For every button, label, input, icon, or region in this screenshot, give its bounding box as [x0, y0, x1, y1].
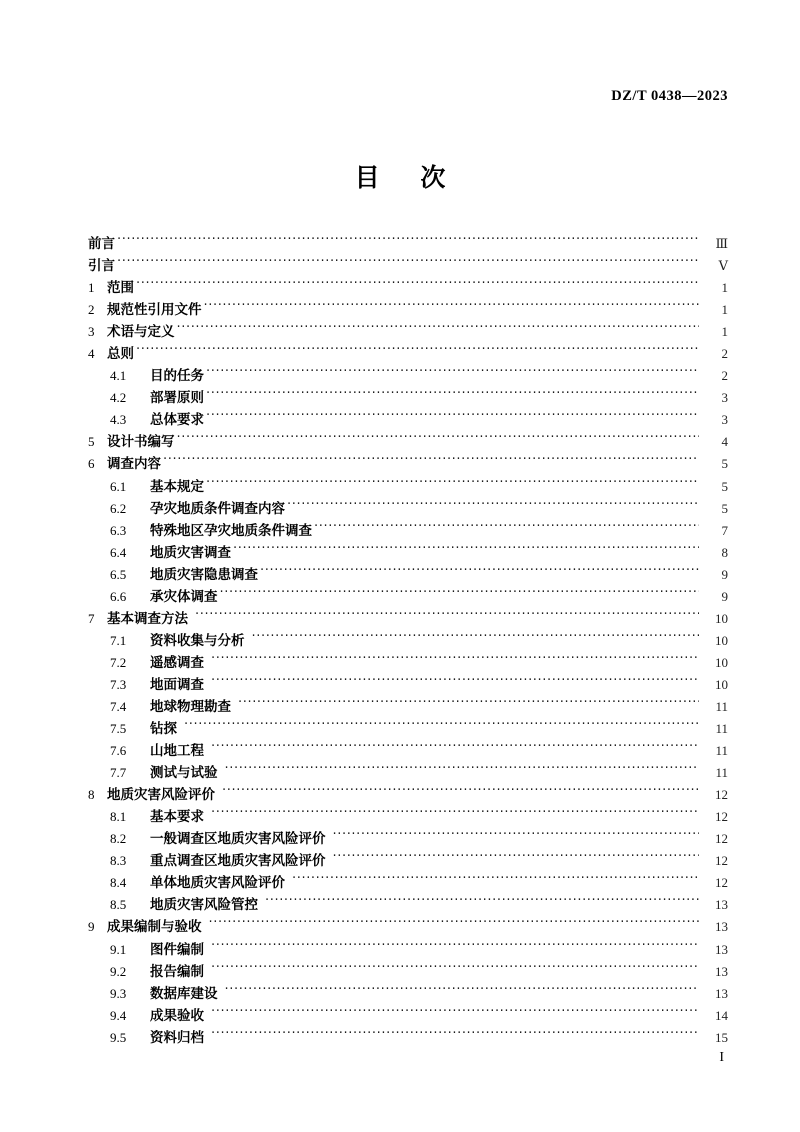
toc-entry[interactable]	[88, 232, 728, 254]
page-title: 目 次	[354, 163, 462, 192]
toc-entry-label: 承灾体调查	[150, 588, 218, 605]
toc-dot-leader	[211, 941, 699, 954]
toc-dot-leader	[211, 742, 699, 755]
toc-entry-label: 钻探	[150, 721, 177, 738]
toc-entry-label: 设计书编写	[107, 434, 175, 451]
toc-entry[interactable]	[88, 717, 728, 739]
toc-entry[interactable]	[88, 739, 728, 761]
toc-entry-page-number: 10	[715, 654, 728, 670]
toc-dot-leader	[206, 367, 699, 380]
toc-entry-label: 地质灾害调查	[150, 544, 231, 561]
toc-entry-number: 7.7	[110, 765, 127, 781]
toc-dot-leader	[265, 896, 699, 909]
toc-entry-label: 图件编制	[150, 941, 204, 958]
toc-entry-label: 资料归档	[150, 1029, 204, 1046]
toc-entry[interactable]	[88, 541, 728, 563]
toc-entry-page-number: 11	[715, 765, 728, 781]
toc-entry-label: 地质灾害隐患调查	[150, 566, 258, 583]
toc-entry-number: 8.3	[110, 853, 127, 869]
toc-entry-page-number: 1	[721, 302, 728, 318]
toc-entry-page-number: 11	[715, 721, 728, 737]
toc-entry[interactable]	[88, 320, 728, 342]
toc-entry[interactable]	[88, 960, 728, 982]
toc-entry[interactable]	[88, 386, 728, 408]
toc-dot-leader	[209, 918, 700, 931]
toc-entry[interactable]	[88, 408, 728, 430]
toc-entry-label: 山地工程	[150, 743, 204, 760]
toc-entry-label: 测试与试验	[150, 765, 218, 782]
toc-entry-page-number: 12	[715, 831, 728, 847]
toc-entry[interactable]	[88, 585, 728, 607]
toc-entry-label: 地球物理勘查	[150, 698, 231, 715]
toc-entry-page-number: 11	[715, 698, 728, 714]
toc-entry-label: 遥感调查	[150, 654, 204, 671]
toc-dot-leader	[204, 301, 700, 314]
toc-entry-page-number: 8	[721, 544, 728, 560]
toc-entry-label: 重点调查区地质灾害风险评价	[150, 853, 326, 870]
toc-dot-leader	[225, 985, 700, 998]
toc-dot-leader	[211, 808, 699, 821]
toc-entry[interactable]	[88, 783, 728, 805]
toc-entry-number: 9.2	[110, 963, 127, 979]
toc-entry-label: 地面调查	[150, 676, 204, 693]
toc-dot-leader	[211, 1029, 699, 1042]
toc-entry-number: 8.2	[110, 831, 127, 847]
toc-entry-number: 2	[88, 302, 95, 318]
toc-dot-leader	[211, 676, 699, 689]
toc-entry[interactable]	[88, 430, 728, 452]
toc-entry-page-number: 12	[715, 875, 728, 891]
toc-entry-label: 部署原则	[150, 390, 204, 407]
toc-dot-leader	[211, 963, 699, 976]
toc-entry-number: 1	[88, 280, 95, 296]
toc-entry-page-number: 5	[721, 456, 728, 472]
toc-entry-label: 特殊地区孕灾地质条件调查	[150, 522, 312, 539]
toc-entry-number: 6.1	[110, 478, 127, 494]
toc-dot-leader	[211, 1007, 699, 1020]
toc-entry[interactable]	[88, 342, 728, 364]
toc-dot-leader	[117, 257, 699, 270]
toc-entry-label: 孕灾地质条件调查内容	[150, 500, 285, 517]
toc-entry-number: 7.6	[110, 743, 127, 759]
toc-entry[interactable]	[88, 651, 728, 673]
toc-dot-leader	[211, 654, 699, 667]
toc-entry-label: 规范性引用文件	[107, 302, 202, 319]
toc-entry[interactable]	[88, 497, 728, 519]
toc-entry-number: 7.3	[110, 676, 127, 692]
toc-entry-number: 4.2	[110, 390, 127, 406]
toc-entry-label: 报告编制	[150, 963, 204, 980]
toc-entry-label: 成果编制与验收	[107, 919, 202, 936]
toc-entry-page-number: Ⅴ	[718, 258, 728, 274]
toc-entry[interactable]	[88, 629, 728, 651]
toc-entry-page-number: 13	[715, 897, 728, 913]
toc-entry-page-number: 13	[715, 919, 728, 935]
toc-entry-page-number: 12	[715, 853, 728, 869]
toc-entry-number: 6.4	[110, 544, 127, 560]
toc-entry[interactable]	[88, 871, 728, 893]
toc-dot-leader	[252, 632, 700, 645]
toc-entry-number: 8.1	[110, 809, 127, 825]
toc-entry-number: 8	[88, 787, 95, 803]
toc-dot-leader	[136, 345, 699, 358]
toc-entry[interactable]	[88, 254, 728, 276]
toc-entry-label: 术语与定义	[107, 324, 175, 341]
toc-dot-leader	[184, 720, 699, 733]
toc-entry-page-number: 13	[715, 985, 728, 1001]
toc-dot-leader	[287, 500, 699, 513]
toc-entry-page-number: 5	[721, 500, 728, 516]
toc-dot-leader	[177, 433, 700, 446]
toc-entry-label: 范围	[107, 280, 134, 297]
toc-entry-number: 8.5	[110, 897, 127, 913]
toc-entry[interactable]	[88, 607, 728, 629]
toc-entry-number: 6.5	[110, 566, 127, 582]
toc-entry-page-number: Ⅲ	[715, 236, 728, 251]
toc-dot-leader	[225, 764, 700, 777]
toc-entry-page-number: 4	[721, 434, 728, 450]
toc-entry-page-number: 15	[715, 1029, 728, 1045]
table-of-contents	[88, 232, 728, 1048]
toc-entry-label: 引言	[88, 258, 115, 275]
toc-dot-leader	[333, 852, 700, 865]
toc-entry[interactable]	[88, 298, 728, 320]
toc-entry[interactable]	[88, 827, 728, 849]
toc-dot-leader	[136, 279, 699, 292]
toc-entry-label: 前言	[88, 236, 115, 252]
toc-entry-number: 8.4	[110, 875, 127, 891]
toc-entry[interactable]	[88, 938, 728, 960]
toc-entry-number: 4.1	[110, 368, 127, 384]
toc-entry-label: 基本调查方法	[107, 610, 188, 627]
toc-entry-number: 9.4	[110, 1007, 127, 1023]
toc-entry-label: 一般调查区地质灾害风险评价	[150, 831, 326, 848]
toc-entry-label: 总体要求	[150, 412, 204, 429]
toc-entry-label: 地质灾害风险管控	[150, 897, 258, 914]
toc-dot-leader	[233, 544, 699, 557]
toc-entry-label: 资料收集与分析	[150, 632, 245, 649]
toc-entry-number: 6.3	[110, 522, 127, 538]
toc-entry-number: 9.3	[110, 985, 127, 1001]
toc-entry-number: 3	[88, 324, 95, 340]
toc-dot-leader	[238, 698, 699, 711]
toc-entry-label: 基本要求	[150, 809, 204, 826]
toc-entry-page-number: 13	[715, 941, 728, 957]
toc-entry-page-number: 9	[721, 566, 728, 582]
toc-dot-leader	[333, 830, 700, 843]
toc-entry[interactable]	[88, 673, 728, 695]
toc-entry-number: 7.1	[110, 632, 127, 648]
standard-number-header: DZ/T 0438—2023	[611, 88, 728, 104]
toc-entry-page-number: 5	[721, 478, 728, 494]
toc-dot-leader	[314, 522, 699, 535]
toc-entry[interactable]	[88, 695, 728, 717]
toc-entry-page-number: 2	[721, 368, 728, 384]
toc-entry[interactable]	[88, 519, 728, 541]
toc-dot-leader	[117, 235, 699, 248]
toc-entry-number: 7	[88, 610, 95, 626]
toc-entry-number: 7.5	[110, 721, 127, 737]
footer-page-number: I	[719, 1050, 724, 1065]
toc-entry[interactable]	[88, 475, 728, 497]
toc-dot-leader	[206, 478, 699, 491]
toc-entry-page-number: 10	[715, 610, 728, 626]
toc-entry-label: 基本规定	[150, 478, 204, 495]
toc-dot-leader	[222, 786, 699, 799]
toc-entry-page-number: 12	[715, 787, 728, 803]
toc-entry-label: 成果验收	[150, 1007, 204, 1024]
toc-entry[interactable]	[88, 849, 728, 871]
toc-entry[interactable]	[88, 452, 728, 474]
toc-entry-label: 单体地质灾害风险评价	[150, 875, 285, 892]
toc-dot-leader	[195, 610, 699, 623]
toc-dot-leader	[260, 566, 699, 579]
toc-entry[interactable]	[88, 364, 728, 386]
toc-dot-leader	[163, 455, 699, 468]
toc-entry[interactable]	[88, 1004, 728, 1026]
toc-entry-number: 6.2	[110, 500, 127, 516]
toc-entry-number: 7.4	[110, 698, 127, 714]
toc-entry[interactable]	[88, 761, 728, 783]
toc-dot-leader	[206, 389, 699, 402]
toc-entry-number: 5	[88, 434, 95, 450]
toc-entry-number: 9.5	[110, 1029, 127, 1045]
toc-entry-page-number: 1	[721, 280, 728, 296]
toc-entry-page-number: 3	[721, 390, 728, 406]
toc-entry-page-number: 2	[721, 346, 728, 362]
toc-entry[interactable]	[88, 893, 728, 915]
toc-dot-leader	[177, 323, 700, 336]
toc-dot-leader	[206, 411, 699, 424]
toc-entry[interactable]	[88, 276, 728, 298]
toc-entry-page-number: 7	[721, 522, 728, 538]
toc-entry-page-number: 12	[715, 809, 728, 825]
toc-entry-page-number: 3	[721, 412, 728, 428]
toc-entry-page-number: 14	[715, 1007, 728, 1023]
toc-entry-number: 4	[88, 346, 95, 362]
toc-entry-page-number: 1	[721, 324, 728, 340]
toc-entry[interactable]	[88, 805, 728, 827]
toc-entry-number: 6.6	[110, 588, 127, 604]
toc-dot-leader	[220, 588, 700, 601]
toc-entry-label: 地质灾害风险评价	[107, 787, 215, 804]
toc-entry-label: 数据库建设	[150, 985, 218, 1002]
toc-entry-number: 9	[88, 919, 95, 935]
toc-entry-number: 9.1	[110, 941, 127, 957]
toc-entry[interactable]	[88, 1026, 728, 1048]
toc-entry-page-number: 11	[715, 743, 728, 759]
toc-entry-page-number: 10	[715, 676, 728, 692]
toc-entry-label: 调查内容	[107, 456, 161, 473]
toc-entry-label: 总则	[107, 346, 134, 363]
toc-entry-page-number: 13	[715, 963, 728, 979]
toc-entry-page-number: 10	[715, 632, 728, 648]
toc-entry-number: 4.3	[110, 412, 127, 428]
toc-entry[interactable]	[88, 915, 728, 937]
toc-entry-number: 6	[88, 456, 95, 472]
toc-entry-label: 目的任务	[150, 368, 204, 385]
toc-dot-leader	[292, 874, 699, 887]
toc-entry[interactable]	[88, 563, 728, 585]
toc-entry[interactable]	[88, 982, 728, 1004]
toc-entry-page-number: 9	[721, 588, 728, 604]
toc-entry-number: 7.2	[110, 654, 127, 670]
